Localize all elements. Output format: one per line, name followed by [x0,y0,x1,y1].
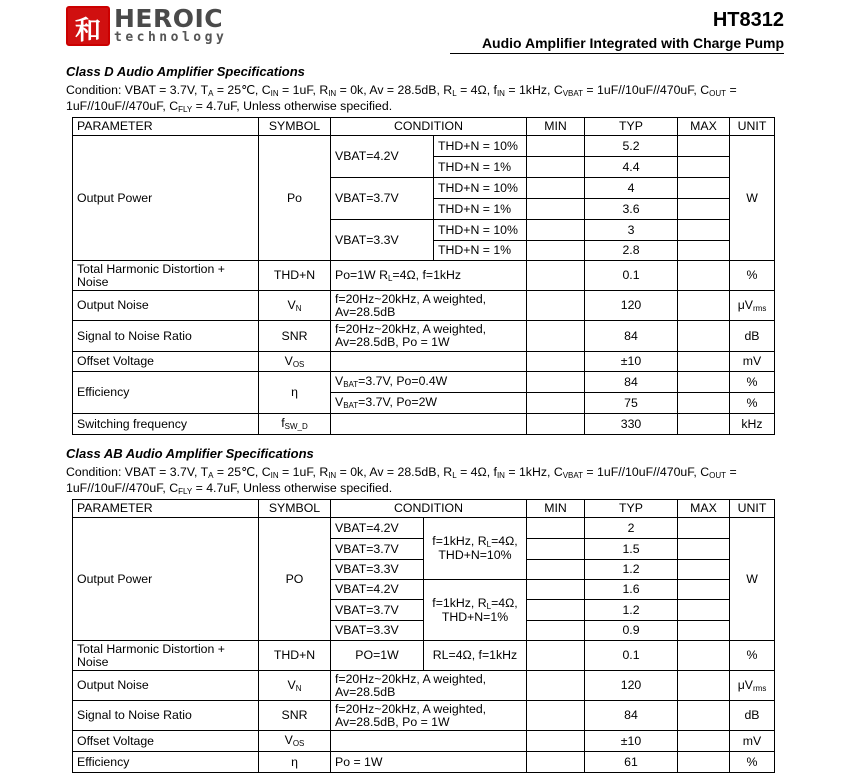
typ-value: 84 [585,321,678,352]
col-header-typ: TYP [585,500,678,518]
typ-value: 2.8 [585,241,678,261]
min-cell [527,199,585,220]
col-header-unit: UNIT [730,118,775,136]
max-cell [678,199,730,220]
min-cell [527,539,585,560]
cond-vbat: VBAT=3.3V [331,621,424,641]
min-cell [527,241,585,261]
min-cell [527,641,585,671]
symbol-vos: $V_{OS}$ [259,352,331,372]
symbol-vn: $V_N$ [259,671,331,701]
cond-snr: f=20Hz~20kHz, A weighted, Av=28.5dB, Po = 1W [331,321,527,352]
min-cell [527,752,585,773]
min-cell [527,600,585,621]
min-cell [527,372,585,393]
max-cell [678,701,730,731]
col-header-symbol: SYMBOL [259,500,331,518]
min-cell [527,671,585,701]
min-cell [527,518,585,539]
param-output-power: Output Power [73,518,259,641]
table-row [73,414,775,435]
unit-cell: % [730,261,775,291]
typ-value: 84 [585,372,678,393]
part-number: HT8312 [712,9,784,31]
symbol-po: PO [259,518,331,641]
param-efficiency: Efficiency [73,752,259,773]
typ-value: 4.4 [585,157,678,178]
col-header-symbol: SYMBOL [259,118,331,136]
logo-glyph: 和 [74,16,101,46]
cond-vbat: VBAT=4.2V [331,580,424,600]
typ-value: 0.1 [585,641,678,671]
max-cell [678,136,730,157]
table-row [73,731,775,752]
typ-value: 2 [585,518,678,539]
table-row [73,641,775,671]
col-header-parameter: PARAMETER [73,118,259,136]
min-cell [527,731,585,752]
symbol-thd: THD+N [259,261,331,291]
cond-vbat: VBAT=3.7V [331,178,434,220]
table-row [73,671,775,701]
max-cell [678,539,730,560]
min-cell [527,393,585,414]
cond-thd-rl: RL=4Ω, f=1kHz [424,641,527,671]
col-header-condition: CONDITION [331,500,527,518]
unit-cell: $\mu V_{rms}$ [730,291,775,321]
table-row [73,321,775,352]
max-cell [678,580,730,600]
cond-noise: f=20Hz~20kHz, A weighted, Av=28.5dB [331,291,527,321]
min-cell [527,136,585,157]
unit-cell: % [730,752,775,773]
max-cell [678,291,730,321]
cond-thd: THD+N = 10% [434,220,527,241]
typ-value: ±10 [585,731,678,752]
cond-snr: f=20Hz~20kHz, A weighted, Av=28.5dB, Po = 1W [331,701,527,731]
header-rule [450,53,784,54]
typ-value: 3.6 [585,199,678,220]
max-cell [678,518,730,539]
param-output-power: Output Power [73,136,259,261]
table-row [73,701,775,731]
max-cell [678,261,730,291]
cond-thd: THD+N = 10% [434,178,527,199]
min-cell [527,321,585,352]
cond-noise: f=20Hz~20kHz, A weighted, Av=28.5dB [331,671,527,701]
cond-vbat: VBAT=3.7V [331,600,424,621]
col-header-condition: CONDITION [331,118,527,136]
param-output-noise: Output Noise [73,671,259,701]
cond-vbat: VBAT=4.2V [331,136,434,178]
unit-cell: dB [730,701,775,731]
min-cell [527,414,585,435]
typ-value: 84 [585,701,678,731]
cond-empty [331,731,527,752]
min-cell [527,220,585,241]
cond-efficiency: Po = 1W [331,752,527,773]
unit-w: W [730,518,775,641]
param-efficiency: Efficiency [73,372,259,414]
table-header-row [73,500,775,518]
max-cell [678,393,730,414]
max-cell [678,752,730,773]
unit-cell: dB [730,321,775,352]
class-ab-title: Class AB Audio Amplifier Specifications [66,446,314,461]
symbol-snr: SNR [259,321,331,352]
col-header-min: MIN [527,118,585,136]
max-cell [678,600,730,621]
min-cell [527,178,585,199]
cond-vbat: VBAT=3.3V [331,220,434,261]
class-d-title: Class D Audio Amplifier Specifications [66,64,305,79]
cond-thd: THD+N = 1% [434,241,527,261]
max-cell [678,372,730,393]
typ-value: 1.6 [585,580,678,600]
symbol-po: Po [259,136,331,261]
class-d-spec-table [72,117,775,435]
symbol-thd: THD+N [259,641,331,671]
symbol-snr: SNR [259,701,331,731]
col-header-unit: UNIT [730,500,775,518]
col-header-parameter: PARAMETER [73,500,259,518]
min-cell [527,352,585,372]
unit-cell: $\mu V_{rms}$ [730,671,775,701]
typ-value: 0.9 [585,621,678,641]
max-cell [678,641,730,671]
cond-efficiency: $V_{BAT}=3.7V$, Po=0.4W [331,372,527,393]
cond-thd: THD+N = 1% [434,199,527,220]
param-snr: Signal to Noise Ratio [73,321,259,352]
param-offset: Offset Voltage [73,731,259,752]
max-cell [678,157,730,178]
brand-subtitle: technology [114,30,228,45]
min-cell [527,580,585,600]
max-cell [678,731,730,752]
typ-value: 4 [585,178,678,199]
table-row [73,291,775,321]
typ-value: 5.2 [585,136,678,157]
table-row [73,752,775,773]
max-cell [678,220,730,241]
table-row [73,261,775,291]
col-header-max: MAX [678,118,730,136]
cond-thd-test: Po=1W $R_L=4\Omega$, f=1kHz [331,261,527,291]
cond-vbat: VBAT=4.2V [331,518,424,539]
typ-value: 1.2 [585,560,678,580]
unit-cell: kHz [730,414,775,435]
table-row [73,372,775,393]
max-cell [678,621,730,641]
symbol-eta: η [259,372,331,414]
cond-thd-po: PO=1W [331,641,424,671]
table-row [73,136,775,157]
typ-value: 120 [585,291,678,321]
unit-cell: % [730,641,775,671]
cond-thd: THD+N = 10% [434,136,527,157]
max-cell [678,560,730,580]
page-header [0,0,850,56]
typ-value: 1.5 [585,539,678,560]
cond-thd: THD+N = 1% [434,157,527,178]
cond-thd-1: f=1kHz, $R_L=4\Omega$, THD+N=1% [424,580,527,641]
symbol-vos: $V_{OS}$ [259,731,331,752]
cond-vbat: VBAT=3.3V [331,560,424,580]
max-cell [678,178,730,199]
param-offset: Offset Voltage [73,352,259,372]
typ-value: 75 [585,393,678,414]
min-cell [527,621,585,641]
document-subtitle: Audio Amplifier Integrated with Charge Pump [481,35,784,51]
table-row [73,352,775,372]
cond-vbat: VBAT=3.7V [331,539,424,560]
max-cell [678,414,730,435]
unit-w: W [730,136,775,261]
symbol-vn: $V_N$ [259,291,331,321]
typ-value: 0.1 [585,261,678,291]
unit-cell: % [730,393,775,414]
min-cell [527,560,585,580]
typ-value: 120 [585,671,678,701]
cond-empty [331,352,527,372]
unit-cell: % [730,372,775,393]
min-cell [527,701,585,731]
col-header-typ: TYP [585,118,678,136]
typ-value: 1.2 [585,600,678,621]
cond-thd-10: f=1kHz, $R_L=4\Omega$, THD+N=10% [424,518,527,580]
min-cell [527,291,585,321]
cond-efficiency: $V_{BAT}=3.7V$, Po=2W [331,393,527,414]
unit-cell: mV [730,352,775,372]
max-cell [678,671,730,701]
min-cell [527,261,585,291]
param-thd: Total Harmonic Distortion + Noise [73,641,259,671]
brand-name: HEROIC [114,4,224,33]
max-cell [678,352,730,372]
typ-value: ±10 [585,352,678,372]
typ-value: 330 [585,414,678,435]
company-logo [66,6,110,46]
unit-cell: mV [730,731,775,752]
class-ab-condition: Condition: VBAT = 3.7V, $T_A$ = 25℃, $C_{IN} = 1uF$, $R_{IN} = 0k$, Av = 28.5dB, $R_L = 4\Omega$, $f_{IN} = 1kHz$, $C_{VBAT} = 1uF//10uF//470uF$, $C_{OUT} = 1uF//10uF//470uF$, $C_{FLY} = 4.7uF$, Unless otherwise specified. [66,465,737,496]
col-header-max: MAX [678,500,730,518]
param-output-noise: Output Noise [73,291,259,321]
table-header-row [73,118,775,136]
symbol-eta: η [259,752,331,773]
class-ab-spec-table [72,499,775,773]
class-d-condition: Condition: VBAT = 3.7V, $T_A$ = 25℃, $C_{IN} = 1uF$, $R_{IN} = 0k$, Av = 28.5dB, $R_L = 4\Omega$, $f_{IN} = 1kHz$, $C_{VBAT} = 1uF//10uF//470uF$, $C_{OUT} = 1uF//10uF//470uF$, $C_{FLY} = 4.7uF$, Unless otherwise specified. [66,83,737,114]
max-cell [678,321,730,352]
col-header-min: MIN [527,500,585,518]
symbol-fsw: $f_{SW\_D}$ [259,414,331,435]
cond-empty [331,414,527,435]
max-cell [678,241,730,261]
min-cell [527,157,585,178]
param-switching-frequency: Switching frequency [73,414,259,435]
typ-value: 3 [585,220,678,241]
table-row [73,518,775,539]
param-thd: Total Harmonic Distortion + Noise [73,261,259,291]
param-snr: Signal to Noise Ratio [73,701,259,731]
typ-value: 61 [585,752,678,773]
